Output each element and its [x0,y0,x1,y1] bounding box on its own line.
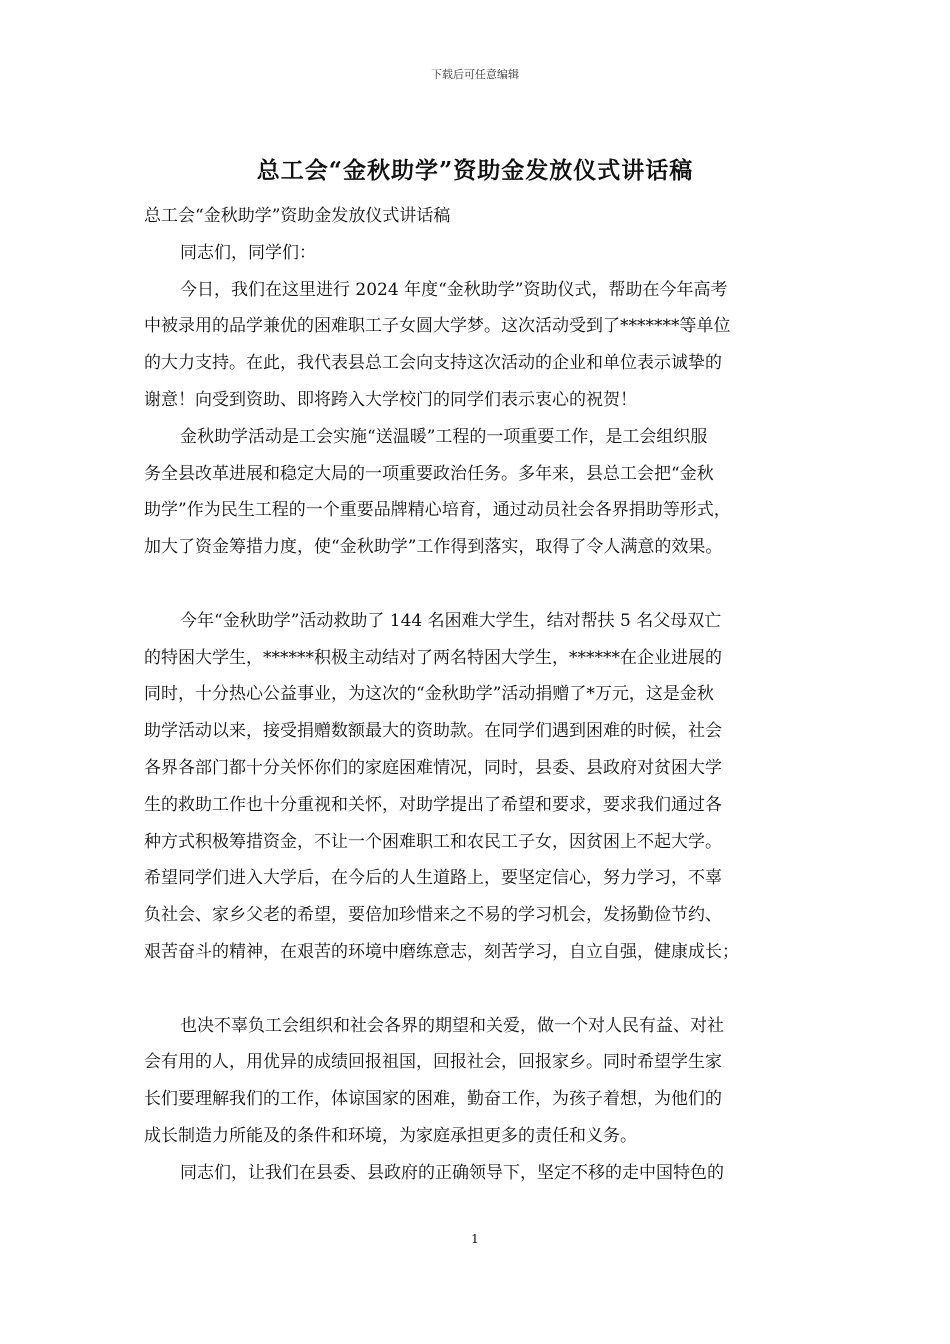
body-line: 今日，我们在这里进行 2024 年度“金秋助学”资助仪式，帮助在今年高考 [180,279,728,300]
body-line: 成长制造力所能及的条件和环境，为家庭承担更多的责任和义务。 [144,1125,637,1146]
body-line: 今年“金秋助学”活动救助了 144 名困难大学生，结对帮扶 5 名父母双亡 [180,610,722,631]
paragraph-gap [144,566,820,603]
paragraph-gap [144,971,820,1008]
header-note: 下载后可任意编辑 [431,68,519,81]
body-line: 生的救助工作也十分重视和关怀，对助学提出了希望和要求，要求我们通过各 [144,794,722,815]
body-line: 同志们，让我们在县委、县政府的正确领导下，坚定不移的走中国特色的 [180,1162,724,1183]
body-line: 谢意！向受到资助、即将跨入大学校门的同学们表示衷心的祝贺！ [144,389,637,410]
body-line: 助学”作为民生工程的一个重要品牌精心培育，通过动员社会各界捐助等形式， [144,500,731,521]
body-line: 也决不辜负工会组织和社会各界的期望和关爱，做一个对人民有益、对社 [180,1015,724,1036]
document-title: 总工会“金秋助学”资助金发放仪式讲话稿 [256,157,694,184]
body-line: 务全县改革进展和稳定大局的一项重要政治任务。多年来，县总工会把“金秋 [144,463,714,484]
body-line: 同时，十分热心公益事业，为这次的“金秋助学”活动捐赠了*万元，这是金秋 [144,684,714,705]
body-line: 种方式积极筹措资金，不让一个困难职工和农民工子女，因贫困上不起大学。 [144,831,722,852]
body-line: 金秋助学活动是工会实施“送温暖”工程的一项重要工作，是工会组织服 [180,426,708,447]
body-line: 的大力支持。在此，我代表县总工会向支持这次活动的企业和单位表示诚挚的 [144,353,722,374]
salutation-line: 同志们，同学们： [180,242,316,263]
body-line: 负社会、家乡父老的希望，要倍加珍惜来之不易的学习机会，发扬勤俭节约、 [144,905,722,926]
body-line: 艰苦奋斗的精神，在艰苦的环境中磨练意志，刻苦学习，自立自强，健康成长； [144,941,739,962]
page-number: 1 [471,1232,479,1246]
body-line: 助学活动以来，接受捐赠数额最大的资助款。在同学们遇到困难的时候，社会 [144,721,722,742]
subtitle-line: 总工会“金秋助学”资助金发放仪式讲话稿 [144,206,451,226]
body-line: 希望同学们进入大学后，在今后的人生道路上，要坚定信心，努力学习，不辜 [144,868,722,889]
body-line: 中被录用的品学兼优的困难职工子女圆大学梦。这次活动受到了*******等单位 [144,316,731,337]
body-line: 加大了资金筹措力度，使“金秋助学”工作得到落实，取得了令人满意的效果。 [144,537,723,558]
body-line: 会有用的人，用优异的成绩回报祖国，回报社会，回报家乡。同时希望学生家 [144,1052,722,1073]
body-line: 各界各部门都十分关怀你们的家庭困难情况，同时，县委、县政府对贫困大学 [144,757,722,778]
body-line: 长们要理解我们的工作，体谅国家的困难，勤奋工作，为孩子着想，为他们的 [144,1089,722,1110]
body-line: 的特困大学生，******积极主动结对了两名特困大学生，******在企业进展的 [144,647,722,668]
document-body [144,198,820,1192]
